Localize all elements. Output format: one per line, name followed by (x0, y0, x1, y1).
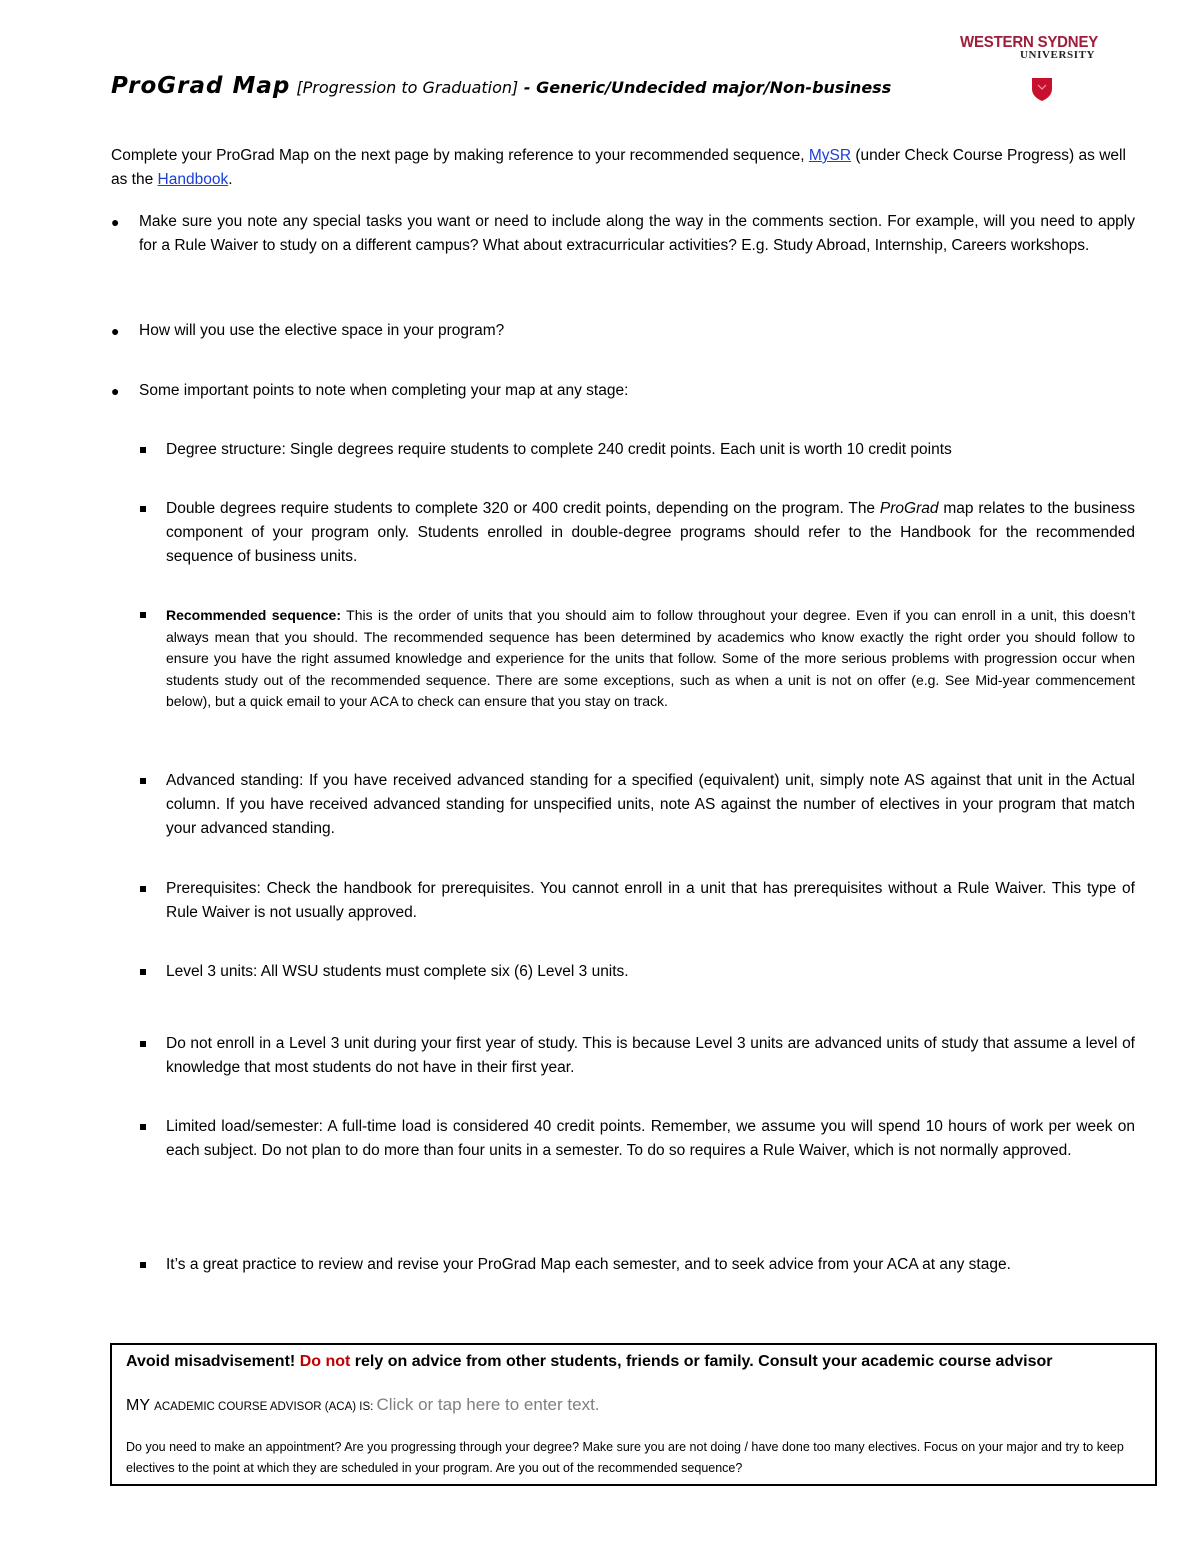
mysr-link[interactable]: MySR (808, 147, 852, 164)
list-item (138, 1115, 1135, 1163)
page-title (111, 73, 1051, 99)
square-bullet-icon (140, 1041, 146, 1047)
bullet-text: Some important points to note when completing your map at any stage: (139, 382, 629, 399)
list-item (111, 379, 1135, 403)
point-double-degrees (166, 497, 1135, 569)
list-item (138, 769, 1135, 841)
misadvisement-notice (126, 1353, 1052, 1371)
square-bullet-icon (140, 612, 146, 618)
point-heading: Recommended sequence: (166, 607, 342, 623)
advisor-box (110, 1343, 1157, 1486)
handbook-link[interactable]: Handbook (157, 171, 229, 188)
point-review: It’s a great practice to review and revise your ProGrad Map each semester, and to seek advice from your ACA at any stage. (166, 1256, 1011, 1273)
aca-text-field[interactable]: Click or tap here to enter text. (376, 1395, 600, 1414)
list-item (138, 497, 1135, 569)
point-text: map relates to the business component of your program only. Students enrolled in double-degree programs should refer to the Handbook for the recommended sequence of business units. (166, 500, 1136, 565)
list-item (111, 210, 1135, 258)
logo-line2: UNIVERSITY (1020, 49, 1096, 61)
notice-text: Avoid misadvisement! (126, 1353, 300, 1370)
list-item (138, 1032, 1135, 1080)
intro-text-3: . (228, 171, 233, 188)
bullet-icon: ● (111, 214, 120, 230)
title-sub: [Progression to Graduation] (296, 78, 519, 97)
list-item (138, 438, 1135, 462)
point-level3: Level 3 units: All WSU students must complete six (6) Level 3 units. (166, 963, 629, 980)
title-sub2: - Generic/Undecided major/Non-business (518, 78, 892, 97)
bullet-icon: ● (111, 323, 120, 339)
list-item (138, 605, 1135, 713)
notice-warning: Do not (299, 1353, 351, 1370)
list-item (138, 960, 1135, 984)
aca-label: ACADEMIC COURSE ADVISOR (ACA) IS: (154, 1401, 377, 1413)
list-item (138, 877, 1135, 925)
bullet-text: Make sure you note any special tasks you want or need to include along the way in the comments section. For example, will you need to apply for a Rule Waiver to study on a different campus? What about extracurricular activities? E.g. Study Abroad, Internship, Careers workshops. (139, 213, 1135, 254)
square-bullet-icon (140, 969, 146, 975)
title-main: ProGrad Map (111, 73, 291, 99)
aca-label-my: MY (126, 1397, 155, 1414)
point-limited-load: Limited load/semester: A full-time load is considered 40 credit points. Remember, we assume you will spend 10 hours of work per week on each subject. Do not plan to do more than four units in a semester. To do so requires a Rule Waiver, which is not normally approved. (166, 1118, 1135, 1159)
intro-paragraph (111, 144, 1135, 192)
point-first-year: Do not enroll in a Level 3 unit during your first year of study. This is because Level 3 units are advanced units of study that assume a level of knowledge that most students do not have in their first year. (166, 1035, 1135, 1076)
square-bullet-icon (140, 447, 146, 453)
point-italic: ProGrad (879, 500, 939, 517)
list-item (111, 319, 1135, 343)
point-advanced-standing: Advanced standing: If you have received advanced standing for a specified (equivalent) unit, simply note AS against that unit in the Actual column. If you have received advanced standing for unspecified units, note AS against the number of electives in your program that match your advanced standing. (166, 772, 1135, 837)
point-degree-structure: Degree structure: Single degrees require students to complete 240 credit points. Each unit is worth 10 credit points (166, 441, 952, 458)
advisor-questions: Do you need to make an appointment? Are you progressing through your degree? Make sure you are not doing / have done too many electives. Focus on your major and try to keep electives to the point at which they are scheduled in your program. Are you out of the recommended sequence? (126, 1440, 1124, 1475)
point-text: Double degrees require students to complete 320 or 400 credit points, depending on the program. The (166, 500, 880, 517)
bullet-text: How will you use the elective space in your program? (139, 322, 505, 339)
point-text: This is the order of units that you should aim to follow throughout your degree. Even if you can enroll in a unit, this doesn’t always mean that you should. The recommended sequence has been determined by academics who know exactly the right order you should follow to ensure you have the right assumed knowledge and experience for the units that follow. Some of the more serious problems with progression occur when students study out of the recommended sequence. There are some exceptions, such as when a unit is not on offer (e.g. See Mid-year commencement below), but a quick email to your ACA to check can ensure that you stay on track. (166, 607, 1135, 709)
list-item (138, 1253, 1135, 1277)
bullet-icon: ● (111, 383, 120, 399)
square-bullet-icon (140, 1124, 146, 1130)
notice-text: rely on advice from other students, friends or family. Consult your academic course advisor (350, 1353, 1053, 1370)
square-bullet-icon (140, 1262, 146, 1268)
intro-text-2: (under Check Course Progress) as well as the (111, 147, 1126, 188)
square-bullet-icon (140, 506, 146, 512)
point-prerequisites: Prerequisites: Check the handbook for prerequisites. You cannot enroll in a unit that has prerequisites without a Rule Waiver. This type of Rule Waiver is not usually approved. (166, 880, 1135, 921)
point-recommended-sequence (166, 605, 1135, 713)
aca-row (126, 1395, 600, 1415)
square-bullet-icon (140, 778, 146, 784)
intro-text-1: Complete your ProGrad Map on the next page by making reference to your recommended sequence, (111, 147, 809, 164)
logo-line1: WESTERN SYDNEY (960, 33, 1099, 52)
square-bullet-icon (140, 886, 146, 892)
